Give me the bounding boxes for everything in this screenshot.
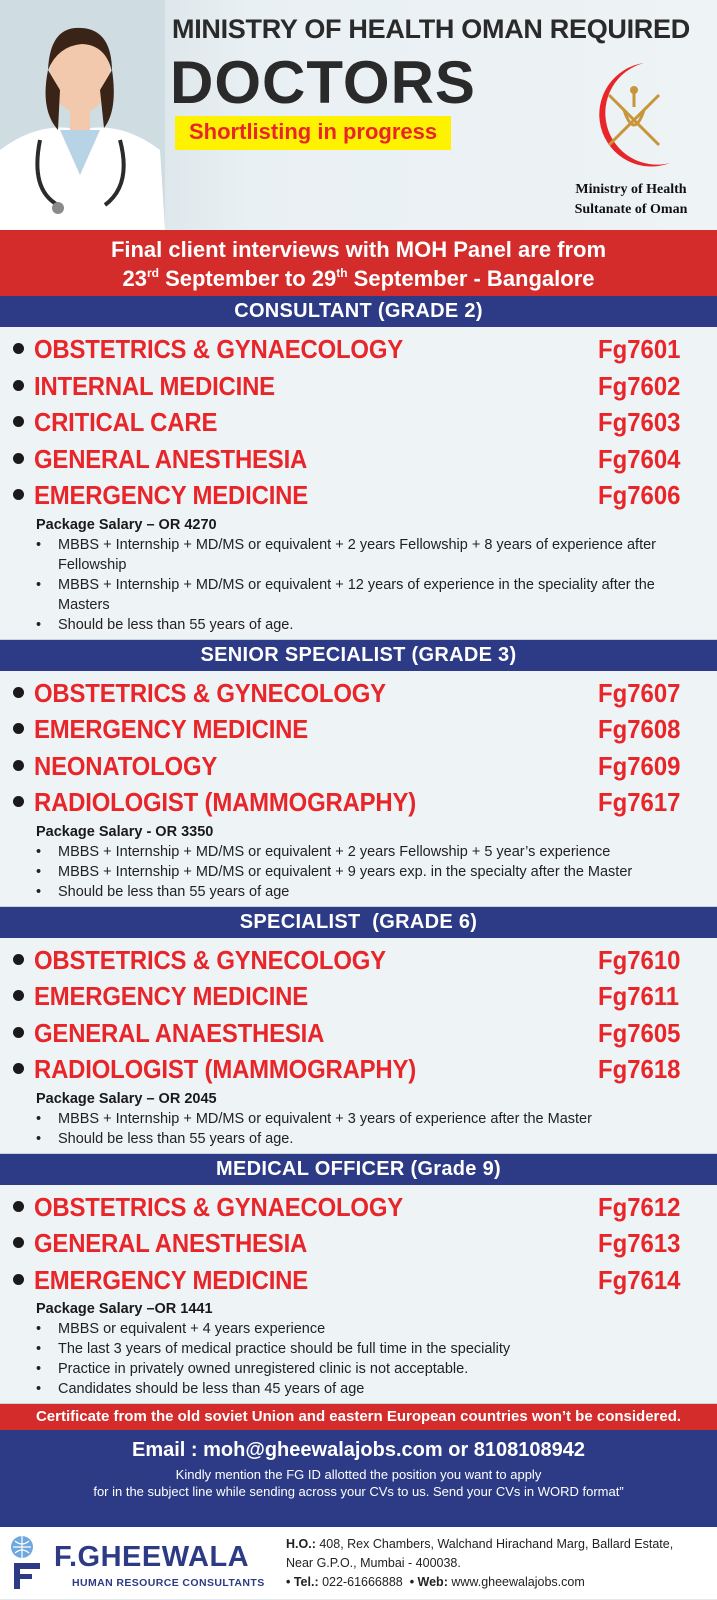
email-line: Email : moh@gheewalajobs.com or 8108108942: [131, 1439, 586, 1461]
bullet-icon: [13, 760, 24, 771]
position-name: GENERAL ANESTHESIA: [34, 443, 308, 474]
position-name: INTERNAL MEDICINE: [34, 370, 275, 401]
requirement-item: • MBBS or equivalent + 4 years experience: [58, 1319, 699, 1339]
position-code: Fg7618: [598, 1054, 681, 1084]
bullet-icon: [13, 1274, 24, 1285]
position-code: Fg7609: [598, 750, 681, 781]
bullet-icon: [13, 796, 24, 807]
shortlisting-badge: Shortlisting in progress: [175, 116, 451, 150]
position-code: Fg7606: [598, 480, 681, 510]
bullet-icon: [13, 489, 24, 500]
position-code: Fg7612: [598, 1191, 681, 1222]
interview-date-1: 23: [122, 266, 147, 291]
company-tagline: HUMAN RESOURCE CONSULTANTS: [72, 1577, 265, 1589]
position-name: OBSTETRICS & GYNAECOLOGY: [34, 1191, 404, 1222]
web-label: • Web:: [409, 1575, 448, 1589]
package-salary: Package Salary – OR 4270: [36, 516, 217, 533]
position-code: Fg7610: [598, 944, 681, 975]
position-name: RADIOLOGIST (MAMMOGRAPHY): [34, 787, 417, 817]
interview-line-2: [0, 264, 717, 293]
certificate-warning: Certificate from the old soviet Union and eastern European countries won’t be considered.: [0, 1404, 717, 1430]
header-title: DOCTORS: [170, 49, 476, 116]
position-name: GENERAL ANESTHESIA: [34, 1228, 308, 1258]
interview-banner: [0, 230, 717, 296]
position-code: Fg7605: [598, 1017, 681, 1048]
position-item: [0, 368, 717, 405]
bullet-icon: [13, 343, 24, 354]
section-header-medical-officer: MEDICAL OFFICER (Grade 9): [0, 1154, 717, 1185]
interview-date-1-suffix: rd: [146, 266, 159, 280]
package-salary: Package Salary –OR 1441: [36, 1301, 213, 1317]
position-code: Fg7602: [598, 370, 681, 401]
requirement-item: • MBBS + Internship + MD/MS or equivalent + 2 years Fellowship + 5 year’s experience: [58, 842, 699, 862]
position-name: OBSTETRICS & GYNECOLOGY: [34, 677, 386, 708]
position-item: [0, 441, 717, 478]
requirement-item: • MBBS + Internship + MD/MS or equivalent + 2 years Fellowship + 8 years of experience after Fellowship: [58, 535, 699, 575]
moh-crescent-logo-icon: [574, 55, 684, 175]
requirement-item: • Should be less than 55 years of age.: [58, 1129, 699, 1149]
position-item: [0, 1262, 717, 1299]
ho-address: 408, Rex Chambers, Walchand Hirachand Marg, Ballard Estate,: [315, 1537, 674, 1551]
ho-label: H.O.:: [286, 1537, 316, 1551]
interview-mid-text: September to 29: [158, 266, 337, 291]
position-item: [0, 748, 717, 785]
bullet-icon: [13, 990, 24, 1001]
moh-caption: [556, 180, 706, 220]
position-item: [0, 942, 717, 979]
position-item: [0, 978, 717, 1015]
position-name: EMERGENCY MEDICINE: [34, 981, 309, 1011]
section-body-senior-specialist: [0, 671, 717, 907]
position-item: [0, 1225, 717, 1262]
position-item: [0, 1189, 717, 1226]
interview-date-2-suffix: th: [336, 266, 348, 280]
requirement-item: • MBBS + Internship + MD/MS or equivalent + 9 years exp. in the specialty after the Master: [58, 862, 699, 882]
position-name: EMERGENCY MEDICINE: [34, 480, 309, 510]
position-item: [0, 1015, 717, 1052]
position-name: OBSTETRICS & GYNECOLOGY: [34, 944, 386, 975]
position-item: [0, 404, 717, 441]
bullet-icon: [13, 1237, 24, 1248]
bullet-icon: [13, 416, 24, 427]
requirement-item: • The last 3 years of medical practice should be full time in the speciality: [58, 1339, 699, 1359]
bullet-icon: [13, 723, 24, 734]
position-code: Fg7617: [598, 787, 681, 817]
gheewala-logo-icon: [8, 1533, 48, 1593]
company-name: F.GHEEWALA: [54, 1541, 250, 1573]
requirement-item: • Practice in privately owned unregistered clinic is not acceptable.: [58, 1359, 699, 1379]
requirement-item: • Should be less than 55 years of age: [58, 882, 699, 902]
position-name: GENERAL ANAESTHESIA: [34, 1017, 325, 1048]
position-name: EMERGENCY MEDICINE: [34, 714, 309, 744]
requirement-item: • MBBS + Internship + MD/MS or equivalent + 3 years of experience after the Master: [58, 1109, 699, 1129]
package-salary: Package Salary – OR 2045: [36, 1090, 217, 1107]
position-item: [0, 477, 717, 514]
requirement-item: • Should be less than 55 years of age.: [58, 615, 699, 635]
tel-label: • Tel.:: [286, 1575, 319, 1589]
address-line-2: Near G.P.O., Mumbai - 400038.: [286, 1556, 461, 1570]
company-footer: [0, 1527, 717, 1599]
position-item: [0, 1051, 717, 1088]
bullet-icon: [13, 380, 24, 391]
position-code: Fg7603: [598, 407, 681, 437]
requirement-item: • Candidates should be less than 45 years of age: [58, 1379, 699, 1399]
position-code: Fg7607: [598, 677, 681, 708]
position-code: Fg7614: [598, 1264, 681, 1295]
web-address: www.gheewalajobs.com: [447, 1575, 585, 1589]
bullet-icon: [13, 453, 24, 464]
bullet-icon: [13, 687, 24, 698]
section-body-consultant: [0, 327, 717, 640]
bullet-icon: [13, 1063, 24, 1074]
section-body-medical-officer: [0, 1185, 717, 1405]
contact-band: [0, 1430, 717, 1527]
position-code: Fg7608: [598, 714, 681, 744]
poster-header: [0, 0, 717, 230]
requirement-item: • MBBS + Internship + MD/MS or equivalent + 12 years of experience in the speciality after the Masters: [58, 575, 699, 615]
company-address: [286, 1535, 673, 1592]
position-name: OBSTETRICS & GYNAECOLOGY: [34, 334, 404, 364]
interview-line-1: Final client interviews with MOH Panel are from: [110, 237, 607, 262]
section-header-specialist: SPECIALIST (GRADE 6): [0, 907, 717, 938]
position-item: [0, 675, 717, 712]
position-code: Fg7604: [598, 443, 681, 474]
apply-note-line-1: Kindly mention the FG ID allotted the position you want to apply: [175, 1467, 542, 1482]
position-name: NEONATOLOGY: [34, 750, 218, 781]
tel-number: 022-61666888: [318, 1575, 403, 1589]
section-header-senior-specialist: SENIOR SPECIALIST (GRADE 3): [0, 640, 717, 671]
position-name: CRITICAL CARE: [34, 407, 218, 437]
doctor-illustration: [0, 0, 165, 230]
position-code: Fg7611: [598, 981, 680, 1011]
bullet-icon: [13, 1027, 24, 1038]
address-line-1: [286, 1535, 673, 1554]
bullet-icon: [13, 954, 24, 965]
position-name: RADIOLOGIST (MAMMOGRAPHY): [34, 1054, 417, 1084]
position-code: Fg7613: [598, 1228, 681, 1258]
apply-note-line-2: for in the subject line while sending across your CVs to us. Send your CVs in WORD format”: [93, 1484, 624, 1499]
header-line-1: MINISTRY OF HEALTH OMAN REQUIRED: [172, 14, 690, 44]
address-line-3: [286, 1573, 673, 1592]
moh-caption-line-1: Ministry of Health: [575, 182, 687, 197]
position-item: [0, 711, 717, 748]
position-code: Fg7601: [598, 334, 681, 364]
package-salary: Package Salary - OR 3350: [36, 823, 214, 840]
position-item: [0, 331, 717, 368]
section-header-consultant: CONSULTANT (GRADE 2): [0, 296, 717, 327]
moh-caption-line-2: Sultanate of Oman: [574, 202, 688, 217]
position-item: [0, 784, 717, 821]
section-body-specialist: [0, 938, 717, 1154]
position-name: EMERGENCY MEDICINE: [34, 1264, 309, 1295]
bullet-icon: [13, 1201, 24, 1212]
interview-end-text: September - Bangalore: [347, 266, 595, 291]
